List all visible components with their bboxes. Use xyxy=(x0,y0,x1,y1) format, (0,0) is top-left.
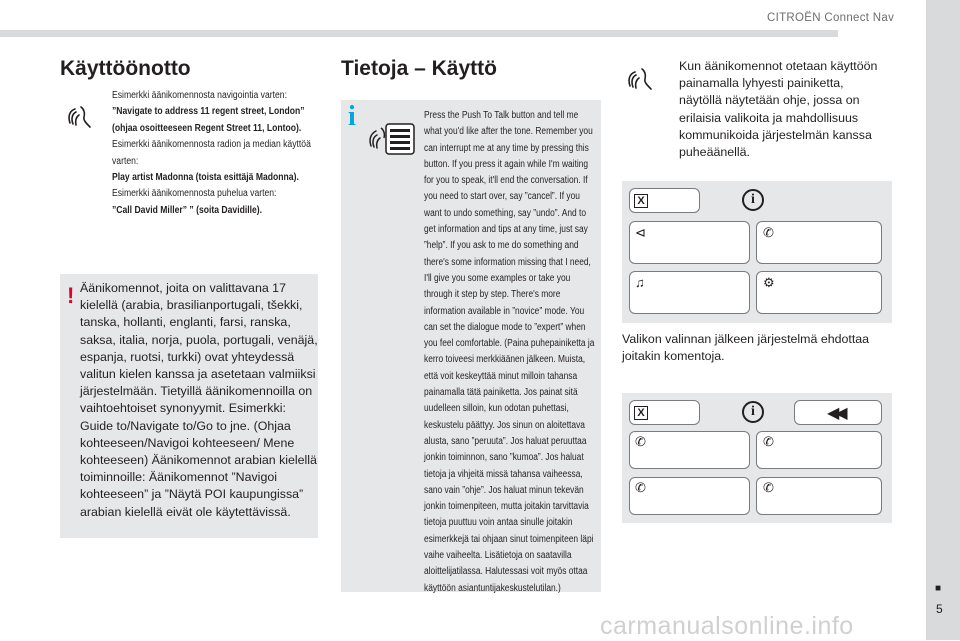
header-rule xyxy=(0,30,838,37)
back-icon: ◀◀ xyxy=(827,405,844,422)
page-number: 5 xyxy=(936,602,943,616)
voice-command-icon xyxy=(626,64,660,94)
voice-command-icon xyxy=(66,103,98,131)
close-x-icon: X xyxy=(634,194,648,208)
settings-icon: ⚙ xyxy=(763,275,775,290)
menu-navigation-button[interactable] xyxy=(629,221,750,264)
menu-settings-button[interactable] xyxy=(756,271,882,314)
back-button[interactable] xyxy=(794,400,882,425)
watermark: carmanualsonline.info xyxy=(600,612,854,640)
voice-commands-screen xyxy=(622,393,892,523)
side-bar xyxy=(926,0,960,640)
phone-icon: ✆ xyxy=(763,434,774,449)
command-suggestion-3[interactable] xyxy=(629,477,750,515)
page-marker: ■ xyxy=(935,583,942,594)
phone-icon: ✆ xyxy=(635,434,646,449)
warning-icon: ! xyxy=(67,283,75,308)
info-text: Press the Push To Talk button and tell me what you'd like after the tone. Remember you can interrupt me at any time by pressing this button. If you press it again while I'm waiting for you to speak, it'll end the conversation. If you need to start over, say ”cancel”. If you want to undo something, say ”undo”. And to get information and tips at any time, just say ”help”. If you ask to me do something and there's some information missing that I need, I'll give you some examples or take you through it step by step. There's more information available in ”novice” mode. You can set the dialogue mode to ”expert” when you feel comfortable. (Paina puhepainiketta ja kerro toiveesi merkkiäänen jälkeen. Muista, että voit keskeyttää minut milloin tahansa painamalla tätä painiketta. Jos painat sitä uudelleen silloin, kun odotan puhettasi, keskustelu päättyy. Jos sinun on aloitettava alusta, sano ”peruuta”. Jos haluat peruuttaa jonkin toiminnon, sano ”kumoa”. Jos haluat tietoja ja vihjeitä missä tahansa vaiheessa, sano vain ”ohje”. Jos haluat minun tekevän jonkin toimenpiteen, mutta joitakin tarvittavia tietoja puuttuu voin antaa sinulle joitakin esimerkkejä tai ohjaan sinut toimenpiteen läpi vaihe vaiheelta. Lisätietoja on saatavilla aloittelijatilassa. Halutessasi voit myös ottaa käyttöön asiantuntijakeskustelutilan.) xyxy=(424,110,595,594)
phone-icon: ✆ xyxy=(763,225,774,240)
phone-icon: ✆ xyxy=(763,480,774,495)
command-examples xyxy=(112,88,318,219)
command-suggestion-2[interactable] xyxy=(756,431,882,469)
command-suggestion-1[interactable] xyxy=(629,431,750,469)
info-icon[interactable]: i xyxy=(742,189,764,211)
section-title-info: Tietoja – Käyttö xyxy=(341,57,497,80)
voice-menu-screen xyxy=(622,181,892,323)
music-icon: ♫ xyxy=(635,275,645,290)
menu-phone-button[interactable] xyxy=(756,221,882,264)
info-icon: i xyxy=(348,101,356,132)
close-button[interactable] xyxy=(629,188,700,213)
example-nav-command: ”Navigate to address 11 regent street, London” (ohjaa osoitteeseen Regent Street 11, Lontoo). xyxy=(112,106,305,134)
section-title-startup: Käyttöönotto xyxy=(60,57,191,80)
phone-icon: ✆ xyxy=(635,480,646,495)
example-media-command: Play artist Madonna (toista esittäjä Madonna). xyxy=(112,172,299,184)
header-title: CITROËN Connect Nav xyxy=(767,12,895,24)
example-nav-intro: Esimerkki äänikomennosta navigointia varten: xyxy=(112,90,287,101)
warning-text: Äänikomennot, joita on valittavana 17 kielellä (arabia, brasilianportugali, tšekki, tanska, hollanti, englanti, farsi, ranska, saksa, italia, norja, puola, portugali, venäjä, espanja, ruotsi, turkki) ovat yhteydessä valitun kielen kanssa ja asetetaan valmiiksi järjestelmään. Tietyillä äänikomennoilla on vaihtoehtoiset synonyymit. Esimerkki: Guide to/Navigate to/Go to jne. (Ohjaa kohteeseen/Navigoi kohteeseen/ Mene kohteeseen) Äänikomennot arabian kielellä toiminnoille: Äänikomennot ”Navigoi kohteeseen” ja ”Näytä POI kaupungissa” arabian kielellä eivät ole käytettävissä. xyxy=(80,281,318,519)
example-media-intro: Esimerkki äänikomennosta radion ja median käyttöä varten: xyxy=(112,139,311,167)
info-icon[interactable]: i xyxy=(742,401,764,423)
navigation-icon: ⊲ xyxy=(635,225,646,240)
command-suggestion-4[interactable] xyxy=(756,477,882,515)
after-menu-text: Valikon valinnan jälkeen järjestelmä ehdottaa joitakin komentoja. xyxy=(622,332,870,364)
example-call-command: ”Call David Miller” ” (soita Davidille). xyxy=(112,204,263,216)
close-x-icon: X xyxy=(634,406,648,420)
voice-intro-text: Kun äänikomennot otetaan käyttöön painamalla lyhyesti painiketta, näytöllä näytetään ohje, jossa on erilaisia valikoita ja mahdollisuus kommunikoida järjestelmän kanssa puheäänellä. xyxy=(679,59,878,160)
steering-voice-button-icon xyxy=(368,116,416,156)
close-button[interactable] xyxy=(629,400,700,425)
menu-media-button[interactable] xyxy=(629,271,750,314)
example-call-intro: Esimerkki äänikomennosta puhelua varten: xyxy=(112,188,277,200)
